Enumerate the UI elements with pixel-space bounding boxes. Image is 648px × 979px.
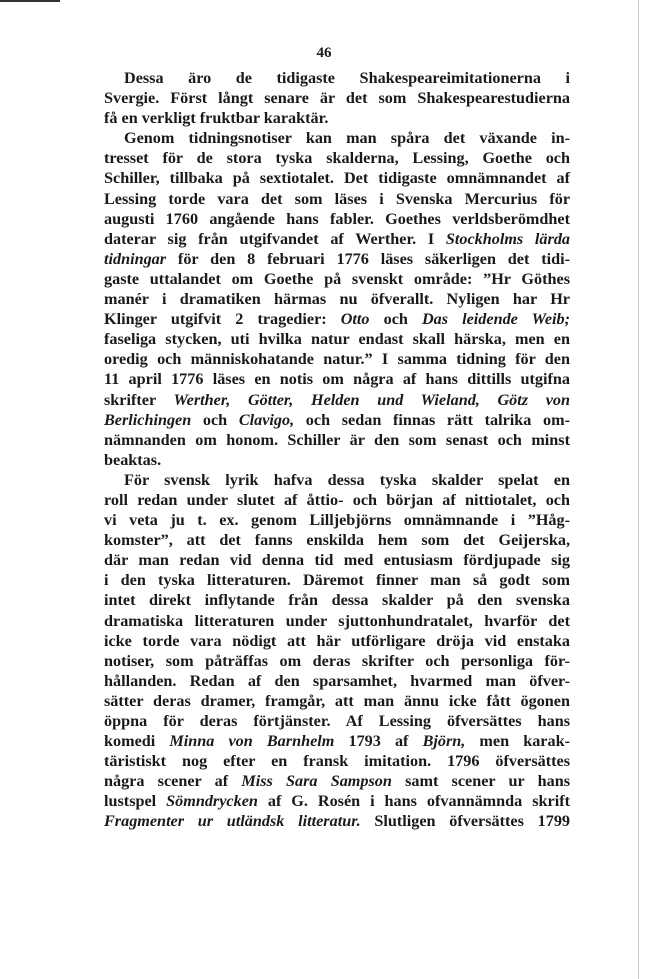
body-text — [104, 68, 570, 832]
text-line — [104, 410, 570, 430]
text-line — [104, 88, 570, 108]
text-segment: gaste uttalandet om Goethe på svenskt område: ”Hr Göthes — [104, 269, 570, 288]
text-line — [104, 751, 570, 771]
text-segment: några scener af — [104, 772, 242, 791]
text-line — [104, 430, 570, 450]
text-segment: beaktas. — [104, 450, 162, 469]
text-segment: få en verkligt fruktbar karaktär. — [104, 109, 329, 128]
text-segment: nämnanden om honom. Schiller är den som senast och minst — [104, 430, 570, 449]
text-segment: och — [191, 410, 239, 429]
text-line — [104, 390, 570, 410]
text-segment: för den 8 februari 1776 läses säkerligen det tidi- — [166, 249, 570, 268]
text-line — [104, 510, 570, 530]
italic-title: Werther, Götter, Helden und Wieland, Götz von — [173, 390, 570, 409]
text-line — [104, 349, 570, 369]
text-line — [104, 631, 570, 651]
text-line — [104, 269, 570, 289]
text-segment: Slutligen öfversättes 1799 — [360, 812, 571, 831]
text-segment: Dessa äro de tidigaste Shakespeareimitationerna i — [124, 69, 570, 87]
text-segment: skrifter — [104, 390, 174, 409]
text-line — [104, 530, 570, 550]
text-line — [104, 229, 570, 249]
italic-title: Fragmenter ur utländsk litteratur. — [104, 812, 361, 831]
text-line — [104, 651, 570, 671]
text-line — [104, 168, 570, 188]
text-segment: där man redan vid denna tid med entusiasm fördjupade sig — [104, 551, 570, 570]
text-line — [104, 691, 570, 711]
italic-title: Sömndrycken — [166, 792, 258, 811]
text-segment: intet direkt inflytande från dessa skalder på den svenska — [104, 591, 570, 610]
text-segment: samt scener ur hans — [391, 772, 570, 791]
page-edge-divider — [638, 0, 639, 979]
text-segment: komster”, att det fanns enskilda hem som det Geijerska, — [104, 531, 570, 550]
text-segment: dramatiska litteraturen under sjuttonhundratalet, hvarför det — [104, 611, 570, 630]
text-line — [104, 771, 570, 791]
text-segment: men karak- — [465, 732, 570, 751]
text-segment: Schiller, tillbaka på sextiotalet. Det tidigaste omnämnandet af — [104, 169, 570, 188]
text-line — [104, 570, 570, 590]
italic-title: Miss Sara Sampson — [241, 772, 392, 791]
text-line — [104, 108, 570, 128]
top-rule-divider — [0, 0, 60, 2]
text-line — [104, 309, 570, 329]
text-line — [104, 671, 570, 691]
text-segment: af G. Rosén i hans ofvannämnda skrift — [257, 792, 570, 811]
italic-title: Stockholms lärda — [445, 229, 571, 248]
text-line — [104, 791, 570, 811]
text-line — [104, 209, 570, 229]
text-segment: lustspel — [104, 792, 167, 811]
text-segment: täristiskt nog efter en fransk imitation. 1796 öfversättes — [104, 752, 570, 771]
text-segment: daterar sig från utgifvandet af Werther. I — [104, 229, 446, 248]
text-line — [104, 369, 570, 389]
italic-title: Otto — [340, 310, 370, 329]
page-number: 46 — [316, 45, 332, 61]
italic-title: Das leidende Weib; — [421, 310, 570, 329]
text-line — [104, 611, 570, 631]
text-line — [104, 289, 570, 309]
text-segment: notiser, som påträffas om deras skrifter och personliga för- — [104, 651, 570, 670]
text-segment: 11 april 1776 läses en notis om några af hans dittills utgifna — [104, 370, 570, 389]
text-line — [104, 590, 570, 610]
text-segment: manér i dramatiken härmas nu öfverallt. Nyligen har Hr — [104, 290, 570, 309]
text-line — [104, 68, 570, 88]
text-segment: hållanden. Redan af den sparsamhet, hvarmed man öfver- — [104, 671, 570, 690]
text-segment: Svergie. Först långt senare är det som Shakespearestudierna — [104, 89, 570, 108]
text-line — [104, 148, 570, 168]
italic-title: Clavigo, — [238, 410, 295, 429]
text-segment: För svensk lyrik hafva dessa tyska skalder spelat en — [124, 470, 570, 489]
text-line — [104, 731, 570, 751]
text-line — [104, 550, 570, 570]
text-line — [104, 811, 570, 831]
text-line — [104, 711, 570, 731]
text-segment: komedi — [104, 732, 170, 751]
text-segment: och sedan finnas rätt talrika om- — [294, 410, 570, 429]
text-segment: oredig och människohatande natur.” I samma tidning för den — [104, 350, 570, 369]
text-segment: faseliga stycken, uti hvilka natur endast skall härska, men en — [104, 330, 570, 349]
text-segment: 1793 af — [334, 732, 423, 751]
text-segment: roll redan under slutet af åttio- och början af nittiotalet, och — [104, 490, 570, 509]
text-segment: öppna för deras förtjänster. Af Lessing öfversättes hans — [104, 712, 570, 730]
text-segment: augusti 1760 angående hans fabler. Goethes verldsberömdhet — [104, 209, 570, 228]
text-line — [104, 450, 570, 470]
text-segment: tresset för de stora tyska skalderna, Lessing, Goethe och — [104, 149, 570, 168]
text-segment: Lessing torde vara det som läses i Svenska Mercurius för — [104, 189, 570, 208]
text-segment: sätter deras dramer, framgår, att man ännu icke fått ögonen — [104, 691, 570, 710]
text-segment: icke torde vara nödigt att här utförligare dröja vid enstaka — [104, 631, 570, 650]
italic-title: Minna von Barnhelm — [169, 732, 335, 751]
text-line — [104, 249, 570, 269]
italic-title: Berlichingen — [104, 410, 192, 429]
text-line — [104, 329, 570, 349]
italic-title: tidningar — [104, 249, 167, 268]
text-segment: Klinger utgifvit 2 tragedier: — [104, 310, 341, 329]
text-segment: och — [369, 310, 422, 329]
text-segment: Genom tidningsnotiser kan man spåra det växande in- — [124, 129, 570, 148]
text-line — [104, 490, 570, 510]
italic-title: Björn, — [422, 732, 466, 751]
text-line — [104, 189, 570, 209]
text-line — [104, 128, 570, 148]
text-line — [104, 470, 570, 490]
text-segment: i den tyska litteraturen. Däremot finner man så godt som — [104, 571, 570, 590]
text-segment: vi veta ju t. ex. genom Lilljebjörns omnämnande i ”Håg- — [104, 511, 570, 530]
